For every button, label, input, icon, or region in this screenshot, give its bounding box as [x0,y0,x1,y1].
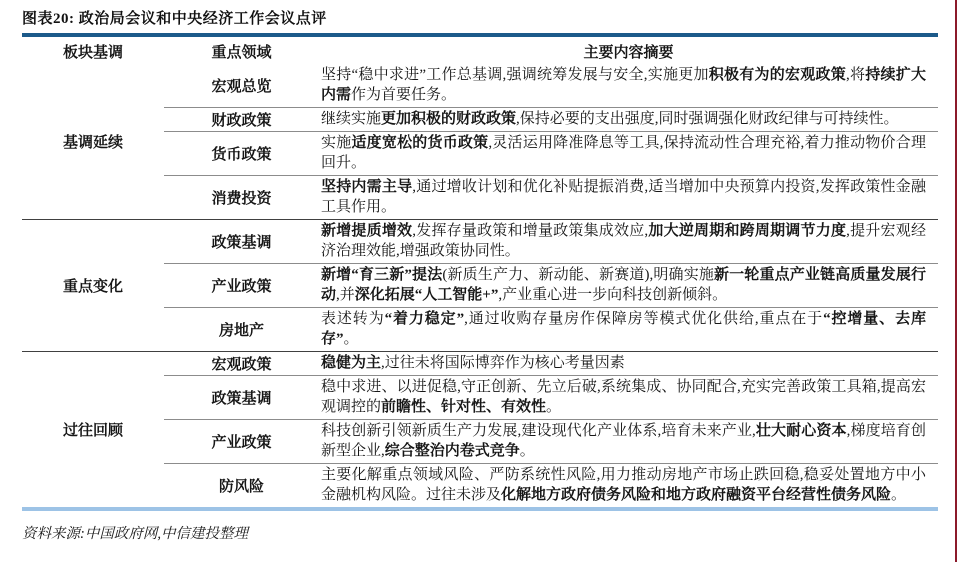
row-area-label: 防风险 [218,479,264,495]
row-area-label: 宏观总览 [211,79,272,95]
table-row [164,131,938,175]
tone-group [22,351,938,507]
column-header-summary: 主要内容摘要 [583,45,674,61]
group-rows [164,220,938,351]
row-summary: 表述转为“着力稳定”,通过收购存量房作保障房等模式优化供给,重点在于“控增量、去库存”。 [321,311,926,347]
summary-table [22,40,938,511]
column-header-area: 重点领域 [211,45,272,61]
table-row [164,263,938,307]
row-area-label: 货币政策 [211,147,272,163]
row-summary: 科技创新引领新质生产力发展,建设现代化产业体系,培育未来产业,壮大耐心资本,梯度培育创新型企业,综合整治内卷式竞争。 [321,423,926,459]
row-summary: 继续实施更加积极的财政政策,保持必要的支出强度,同时强调强化财政纪律与可持续性。 [321,111,899,127]
bottom-divider [22,507,938,511]
row-summary: 坚持“稳中求进”工作总基调,强调统筹发展与安全,实施更加积极有为的宏观政策,将持续扩大内需作为首要任务。 [321,67,926,103]
table-row [164,463,938,507]
row-area-label: 政策基调 [211,391,272,407]
row-area-label: 产业政策 [211,435,272,451]
group-tone-label: 过往回顾 [62,423,123,439]
figure-title: 图表20: 政治局会议和中央经济工作会议点评 [22,11,327,27]
table-row [164,307,938,351]
row-summary: 坚持内需主导,通过增收计划和优化补贴提振消费,适当增加中央预算内投资,发挥政策性金融工具作用。 [321,179,926,215]
group-tone-label: 重点变化 [62,279,123,295]
group-rows [164,352,938,507]
table-row [164,175,938,219]
table-row [164,419,938,463]
row-summary: 新增“育三新”提法(新质生产力、新动能、新赛道),明确实施新一轮重点产业链高质量发展行动,并深化拓展“人工智能+”,产业重心进一步向科技创新倾斜。 [321,267,926,303]
table-row [164,64,938,107]
row-summary: 稳健为主,过往未将国际博弈作为核心考量因素 [321,355,625,371]
row-summary: 实施适度宽松的货币政策,灵活运用降准降息等工具,保持流动性合理充裕,着力推动物价合理回升。 [321,135,926,171]
table-row [164,375,938,419]
group-tone-label: 基调延续 [62,135,123,151]
right-edge-rule [955,0,957,562]
tone-group [22,219,938,351]
row-area-label: 房地产 [218,323,264,339]
column-header-tone: 板块基调 [62,45,123,61]
tone-group [22,64,938,219]
group-rows [164,64,938,219]
table-header-row [22,40,938,64]
row-area-label: 财政政策 [211,113,272,129]
table-row [164,352,938,375]
row-summary: 稳中求进、以进促稳,守正创新、先立后破,系统集成、协同配合,充实完善政策工具箱,提高宏观调控的前瞻性、针对性、有效性。 [321,379,926,415]
row-area-label: 政策基调 [211,235,272,251]
row-area-label: 宏观政策 [211,357,272,373]
table-body [22,64,938,507]
row-summary: 新增提质增效,发挥存量政策和增量政策集成效应,加大逆周期和跨周期调节力度,提升宏观经济治理效能,增强政策协同性。 [321,223,926,259]
row-summary: 主要化解重点领域风险、严防系统性风险,用力推动房地产市场止跌回稳,稳妥处置地方中小金融机构风险。过往未涉及化解地方政府债务风险和地方政府融资平台经营性债务风险。 [321,467,926,503]
top-divider [22,33,938,37]
row-area-label: 产业政策 [211,279,272,295]
table-row [164,107,938,131]
table-row [164,220,938,263]
source-note: 资料来源:中国政府网,中信建投整理 [22,526,248,542]
row-area-label: 消费投资 [211,191,272,207]
